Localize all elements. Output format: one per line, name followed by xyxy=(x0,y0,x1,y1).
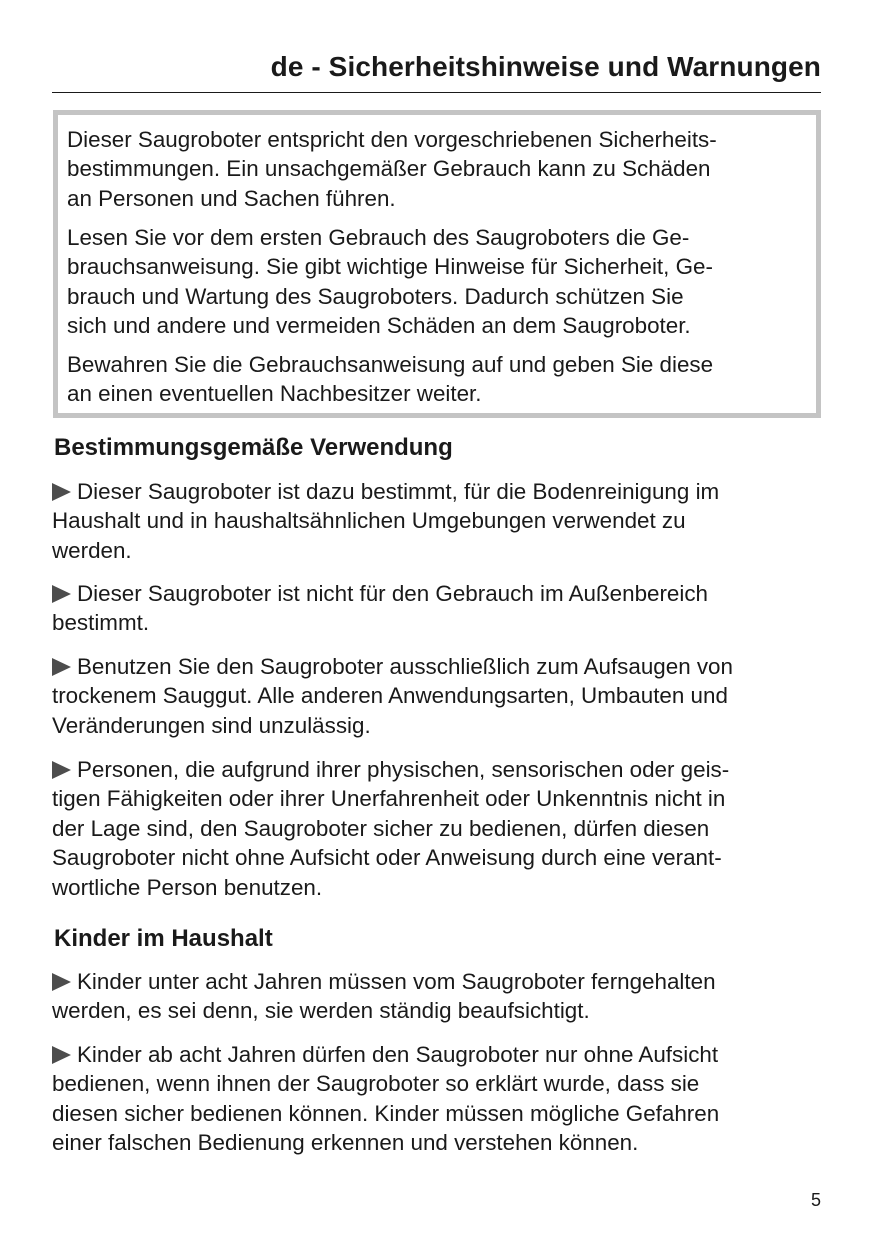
warning-paragraph: Bewahren Sie die Gebrauchsanweisung auf und geben Sie diese an einen eventuellen Nachbesitzer weiter. xyxy=(67,352,714,407)
bullet-arrow-icon xyxy=(52,1046,71,1064)
page-title: de - Sicherheitshinweise und Warnungen xyxy=(270,51,821,82)
list-item xyxy=(52,755,832,902)
bullet-arrow-icon xyxy=(52,483,71,501)
section-heading: Kinder im Haushalt xyxy=(54,925,273,952)
bullet-arrow-icon xyxy=(52,761,71,779)
list-item-text: Kinder ab acht Jahren dürfen den Saugroboter nur ohne Aufsicht bedienen, wenn ihnen der Saugroboter so erklärt wurde, dass sie diesen sicher bedienen können. Kinder müssen mögliche Gefahren einer falschen Bedienung erkennen und verstehen können. xyxy=(52,1042,720,1156)
list-item-text: Personen, die aufgrund ihrer physischen, sensorischen oder geis- tigen Fähigkeiten oder ihrer Unerfahrenheit oder Unkenntnis nicht in der Lage sind, den Saugroboter sicher zu bedienen, dürfen diesen Saugroboter nicht ohne Aufsicht oder Anweisung durch eine verant- wortliche Person benutzen. xyxy=(52,757,730,900)
safety-warning-box xyxy=(53,110,821,418)
list-item xyxy=(52,579,832,638)
bullet-arrow-icon xyxy=(52,973,71,991)
list-item-text: Kinder unter acht Jahren müssen vom Saugroboter ferngehalten werden, es sei denn, sie werden ständig beaufsichtigt. xyxy=(52,969,716,1024)
header-divider xyxy=(52,92,821,93)
list-item xyxy=(52,967,832,1026)
list-item-text: Benutzen Sie den Saugroboter ausschließlich zum Aufsaugen von trockenem Sauggut. Alle anderen Anwendungsarten, Umbauten und Veränderungen sind unzulässig. xyxy=(52,654,733,738)
bullet-arrow-icon xyxy=(52,585,71,603)
list-item xyxy=(52,477,832,565)
warning-paragraph: Dieser Saugroboter entspricht den vorgeschriebenen Sicherheits- bestimmungen. Ein unsachgemäßer Gebrauch kann zu Schäden an Personen und Sachen führen. xyxy=(67,127,717,211)
warning-paragraph: Lesen Sie vor dem ersten Gebrauch des Saugroboters die Ge- brauchsanweisung. Sie gibt wichtige Hinweise für Sicherheit, Ge- brauch und Wartung des Saugroboters. Dadurch schützen Sie sich und andere und vermeiden Schäden an dem Saugroboter. xyxy=(67,225,713,339)
list-item-text: Dieser Saugroboter ist nicht für den Gebrauch im Außenbereich bestimmt. xyxy=(52,581,709,636)
section-heading: Bestimmungsgemäße Verwendung xyxy=(54,434,453,461)
list-item-text: Dieser Saugroboter ist dazu bestimmt, für die Bodenreinigung im Haushalt und in haushaltsähnlichen Umgebungen verwendet zu werden. xyxy=(52,479,720,563)
bullet-arrow-icon xyxy=(52,658,71,676)
page-number: 5 xyxy=(810,1190,821,1210)
list-item xyxy=(52,1040,832,1158)
list-item xyxy=(52,652,832,740)
